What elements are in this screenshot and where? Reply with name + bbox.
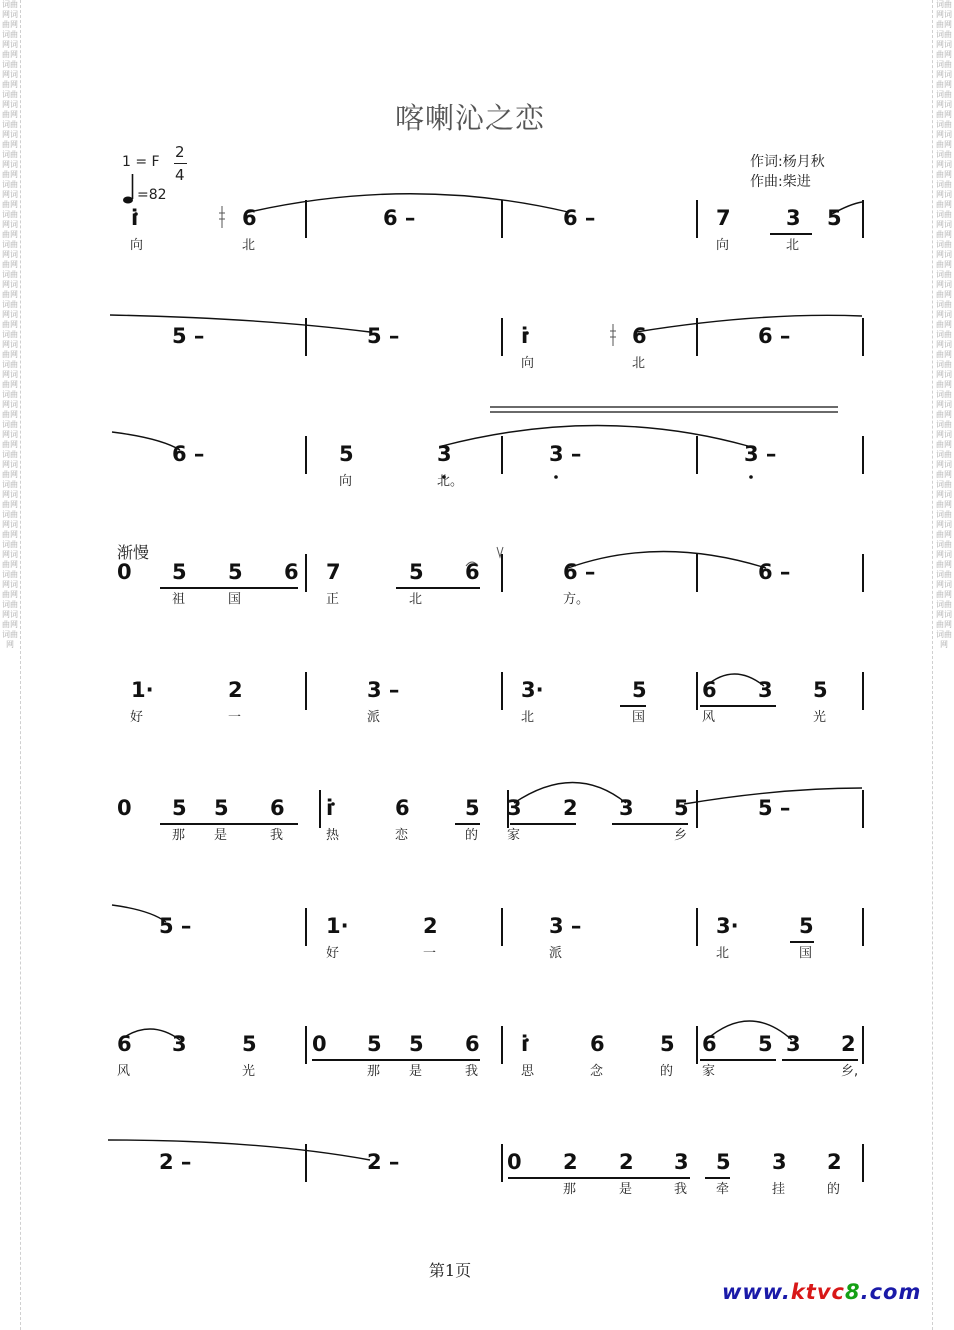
slur [442,426,748,447]
jianpu-note: 5 [409,1032,424,1056]
jianpu-note: 6 [242,206,257,230]
eighth-note-underline [700,1059,776,1061]
jianpu-note: 5 [660,1032,675,1056]
lyric-syllable: 派 [549,946,563,961]
bar-line [501,318,503,356]
jianpu-note: 5 – [159,914,192,938]
jianpu-note: 2 – [159,1150,192,1174]
lyric-syllable: 北 [242,238,256,253]
jianpu-note: 5 [716,1150,731,1174]
lyric-syllable: 北。 [437,474,464,489]
lyric-syllable: 恋 [395,828,409,843]
lyric-syllable: 好 [326,946,340,961]
jianpu-note: i [131,206,139,230]
eighth-note-underline [396,587,480,589]
lyric-syllable: 思 [521,1064,535,1079]
jianpu-note: 5 – [172,324,205,348]
jianpu-note: 5 [632,678,647,702]
eighth-note-underline [700,705,776,707]
watermark-part: 8 [845,1280,861,1304]
jianpu-note: 0 [507,1150,522,1174]
jianpu-note: 5 [367,1032,382,1056]
bar-line [696,318,698,356]
site-watermark-logo [722,1280,921,1304]
bar-line [696,554,698,592]
lyric-syllable: 是 [409,1064,423,1079]
jianpu-note: 5 [409,560,424,584]
lyric-syllable: 家 [507,828,521,843]
lyric-syllable: 北 [632,356,646,371]
slur [706,1021,792,1040]
bar-line [305,1144,307,1182]
jianpu-note: 3 [619,796,634,820]
jianpu-note: 5 [827,206,842,230]
jianpu-note: 5 – [758,796,791,820]
bar-line [862,318,864,356]
bar-line [501,436,503,474]
bar-line [862,672,864,710]
lyric-syllable: 好 [130,710,144,725]
lyric-syllable: 北 [409,592,423,607]
eighth-note-underline [160,587,298,589]
jianpu-note: 6 [284,560,299,584]
jianpu-note: 3 – [744,442,777,466]
lyric-syllable: 风 [117,1064,131,1079]
lyric-syllable: 向 [716,238,730,253]
bar-line [501,908,503,946]
jianpu-note: 3· [716,914,739,938]
lyric-syllable: 一 [423,946,437,961]
jianpu-note: 5 [758,1032,773,1056]
lyric-syllable: 向 [521,356,535,371]
tempo-value: =82 [137,187,167,203]
lyric-syllable: 正 [326,592,340,607]
bar-line [696,672,698,710]
watermark-part: ktvc [790,1280,845,1304]
bar-line [696,200,698,238]
lyric-syllable: 乡, [841,1064,859,1079]
eighth-note-underline [620,705,646,707]
lyric-syllable: 我 [465,1064,479,1079]
eighth-note-underline [455,1059,480,1061]
jianpu-note: 3 [786,1032,801,1056]
bar-line [862,1144,864,1182]
jianpu-note: 5 [465,796,480,820]
lyric-syllable: 国 [228,592,242,607]
lyric-syllable: 祖 [172,592,186,607]
page-number: 第1页 [428,1261,472,1280]
jianpu-note: 6 – [758,560,791,584]
jianpu-note: 5 [339,442,354,466]
bar-line [305,908,307,946]
jianpu-note: 3 [758,678,773,702]
lyric-syllable: 的 [827,1182,841,1197]
bar-line [862,200,864,238]
jianpu-note: 7 [326,560,341,584]
lyric-syllable: 向 [130,238,144,253]
jianpu-note: 1· [131,678,154,702]
jianpu-note: 3 [172,1032,187,1056]
bar-line [319,790,321,828]
jianpu-note: 6 [702,678,717,702]
grace-note-icon [219,206,225,228]
composer: 作曲:柴进 [750,174,811,190]
lyric-syllable: 那 [172,828,186,843]
slur [108,1140,370,1160]
bar-line [501,672,503,710]
slur [636,315,862,332]
jianpu-note: 5 [214,796,229,820]
slur [110,315,370,332]
lyric-syllable: 光 [813,710,827,725]
watermark-part: www. [722,1280,791,1304]
jianpu-note: 5 – [367,324,400,348]
jianpu-note: 5 [172,560,187,584]
jianpu-note: 6 – [563,206,596,230]
lyric-syllable: 的 [660,1064,674,1079]
eighth-note-underline [455,823,480,825]
bar-line [862,1026,864,1064]
eighth-note-underline [770,233,812,235]
jianpu-note: 6 [702,1032,717,1056]
eighth-note-underline [705,1177,730,1179]
bar-line [862,554,864,592]
slur [112,432,180,450]
jianpu-note: 5 [228,560,243,584]
bar-line [507,790,509,828]
eighth-note-underline [782,1059,858,1061]
time-signature-bottom: 4 [175,166,185,184]
eighth-note-underline [160,823,298,825]
bar-line [696,908,698,946]
bar-line [305,436,307,474]
jianpu-note: 6 [117,1032,132,1056]
jianpu-note: 6 – [383,206,416,230]
jianpu-note: 0 [117,796,132,820]
jianpu-note: 6 [395,796,410,820]
grace-note-icon [610,324,616,346]
lyric-syllable: 是 [619,1182,633,1197]
bar-line [501,554,503,592]
bar-line [305,554,307,592]
jianpu-note: 3 [674,1150,689,1174]
jianpu-note: 2 [841,1032,856,1056]
bar-line [305,318,307,356]
lyric-syllable: 的 [465,828,479,843]
time-signature-top: 2 [175,143,185,161]
jianpu-note: 3· [521,678,544,702]
lyric-syllable: 乡 [674,828,688,843]
lyric-syllable: 国 [632,710,646,725]
jianpu-note: 5 [813,678,828,702]
jianpu-note: 6 [465,1032,480,1056]
jianpu-note: 5 [674,796,689,820]
jianpu-note: 3 [786,206,801,230]
lyric-syllable: 一 [228,710,242,725]
jianpu-note: 5 [242,1032,257,1056]
side-watermark-right: 词曲网词曲网词曲网词曲网词曲网词曲网词曲网词曲网词曲网词曲网词曲网词曲网词曲网词曲网词曲网词曲网词曲网词曲网词曲网词曲网词曲网词曲网词曲网词曲网词曲网词曲网词曲网词曲网词曲网词曲网词曲网词曲网词曲网词曲网词曲网词曲网词曲网词曲网词曲网词曲网词曲网词曲网词曲网 [936,0,952,649]
low-dot [749,475,753,479]
bar-line [696,436,698,474]
jianpu-note: 7 [716,206,731,230]
lyric-syllable: 我 [270,828,284,843]
lyric-syllable: 风 [702,710,716,725]
lyric-syllable: 北 [521,710,535,725]
eighth-note-underline [510,823,576,825]
jianpu-note: i [326,796,334,820]
lyric-syllable: 派 [367,710,381,725]
lyric-syllable: 牵 [716,1182,730,1197]
eighth-note-underline [790,941,814,943]
jianpu-note: 0 [117,560,132,584]
jianpu-note: 2 [423,914,438,938]
lyric-syllable: 家 [702,1064,716,1079]
jianpu-note: 6 – [172,442,205,466]
jianpu-note: 5 [799,914,814,938]
jianpu-note: 5 [172,796,187,820]
lyric-syllable: 光 [242,1064,256,1079]
low-dot [554,475,558,479]
jianpu-note: 6 – [563,560,596,584]
bar-line [305,1026,307,1064]
jianpu-note: 2 [827,1150,842,1174]
jianpu-note: 3 – [549,914,582,938]
jianpu-note: 6 [590,1032,605,1056]
lyricist: 作词:杨月秋 [750,154,825,170]
jianpu-note: 2 [563,796,578,820]
jianpu-note: 0 [312,1032,327,1056]
slur [568,552,766,569]
jianpu-note: 1· [326,914,349,938]
slur [112,905,166,922]
eighth-note-underline [612,823,688,825]
bar-line [501,1144,503,1182]
jianpu-note: 3 [772,1150,787,1174]
bar-line [305,200,307,238]
jianpu-note: 2 – [367,1150,400,1174]
jianpu-note: 3 – [367,678,400,702]
lyric-syllable: 我 [674,1182,688,1197]
lyric-syllable: 那 [563,1182,577,1197]
jianpu-note: 3 [507,796,522,820]
tempo-mark-ritardando: 渐慢 [117,543,150,562]
lyric-syllable: 北 [786,238,800,253]
jianpu-note: 2 [228,678,243,702]
jianpu-note: 3 [437,442,452,466]
bar-line [696,1026,698,1064]
bar-line [696,790,698,828]
bar-line [862,790,864,828]
lyric-syllable: 那 [367,1064,381,1079]
bar-line [862,908,864,946]
lyric-syllable: 向 [339,474,353,489]
jianpu-note: 6 [270,796,285,820]
jianpu-note: 6 – [758,324,791,348]
lyric-syllable: 方。 [563,592,590,607]
key-signature: 1 = F [122,154,160,170]
lyric-syllable: 国 [799,946,813,961]
side-watermark-left: 词曲网词曲网词曲网词曲网词曲网词曲网词曲网词曲网词曲网词曲网词曲网词曲网词曲网词曲网词曲网词曲网词曲网词曲网词曲网词曲网词曲网词曲网词曲网词曲网词曲网词曲网词曲网词曲网词曲网词曲网词曲网词曲网词曲网词曲网词曲网词曲网词曲网词曲网词曲网词曲网词曲网词曲网词曲网 [2,0,18,649]
lyric-syllable: 热 [326,828,340,843]
bar-line [305,672,307,710]
jianpu-note: i [521,1032,529,1056]
lyric-syllable: 是 [214,828,228,843]
jianpu-note: 6 [632,324,647,348]
jianpu-note: 2 [619,1150,634,1174]
watermark-part: .com [860,1280,922,1304]
bar-line [501,1026,503,1064]
bar-line [862,436,864,474]
lyric-syllable: 念 [590,1064,604,1079]
jianpu-note: 6 [465,560,480,584]
eighth-note-underline [508,1177,690,1179]
lyric-syllable: 北 [716,946,730,961]
jianpu-note: 3 – [549,442,582,466]
bar-line [501,200,503,238]
jianpu-note: 2 [563,1150,578,1174]
lyric-syllable: 挂 [772,1182,786,1197]
jianpu-note: i [521,324,529,348]
song-title: 喀喇沁之恋 [394,101,545,135]
